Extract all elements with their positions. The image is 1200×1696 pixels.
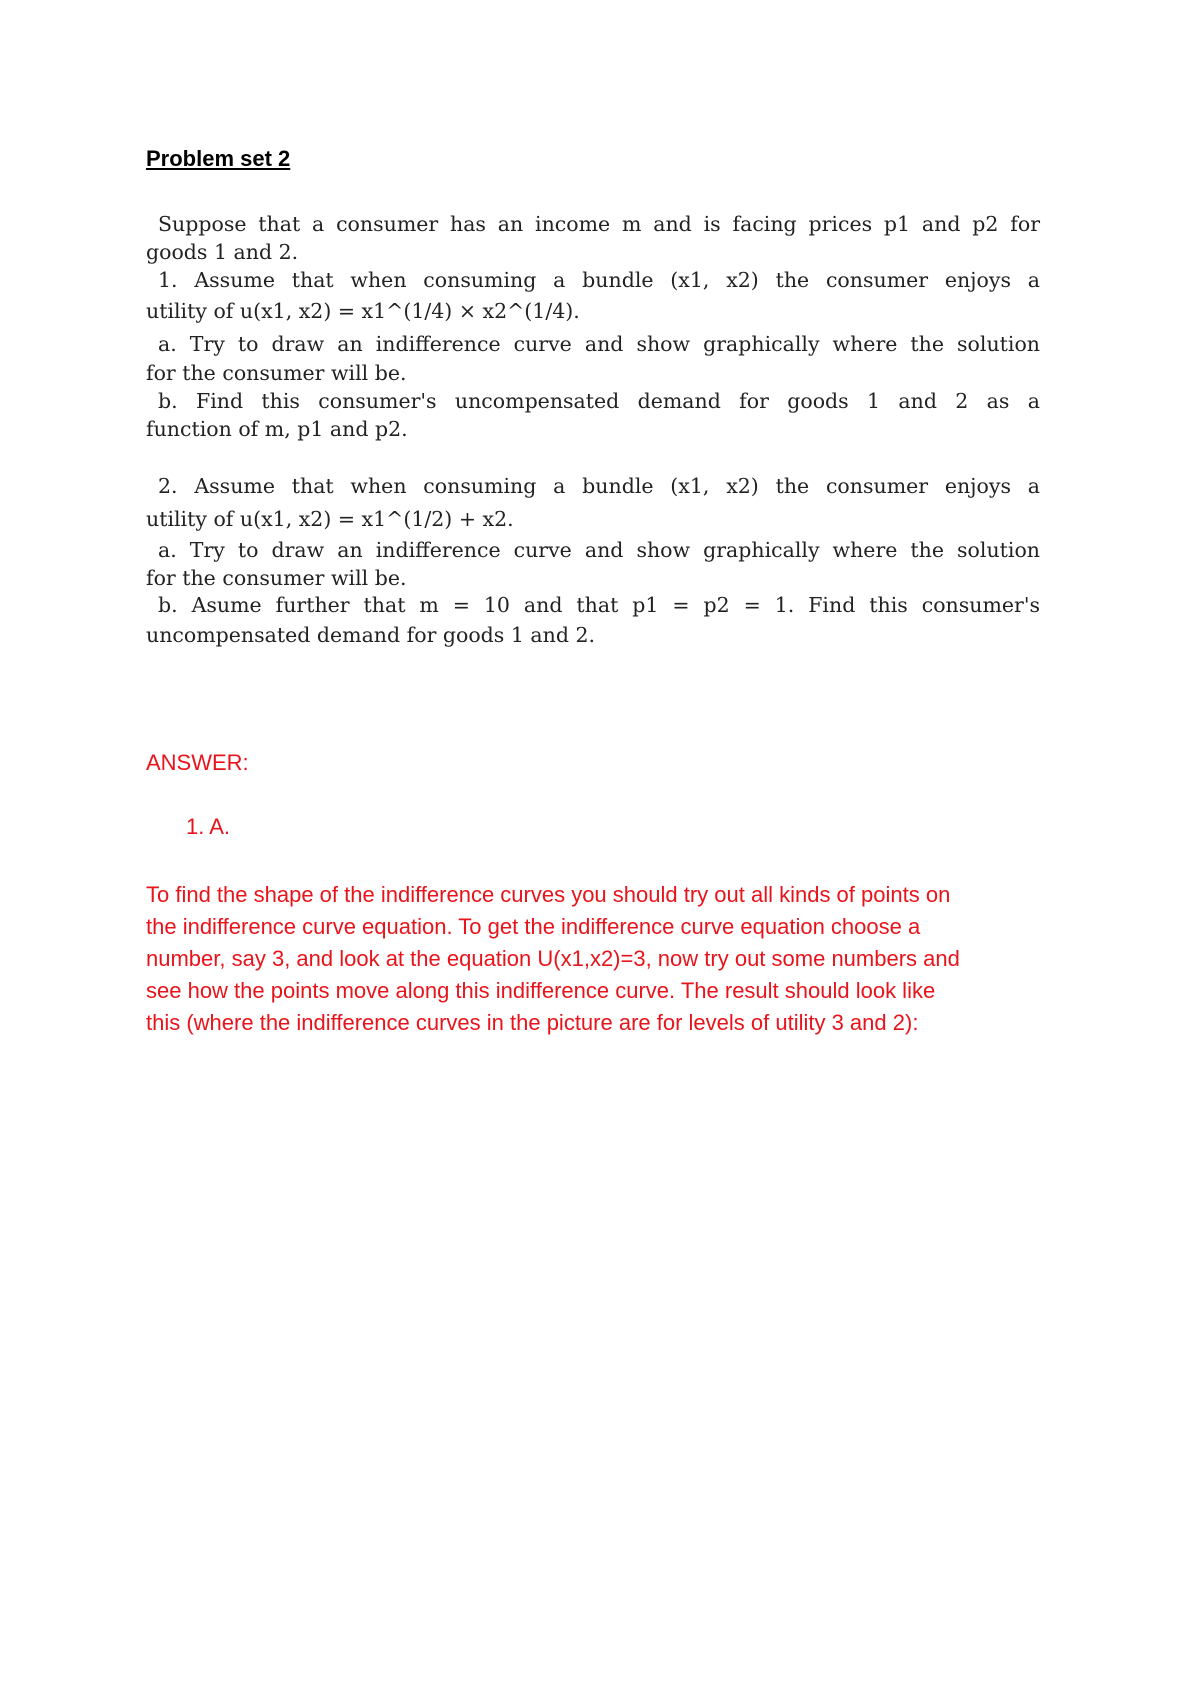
q2a-line-2: for the consumer will be. — [146, 566, 407, 590]
q1a-line-1: a. Try to draw an indifference curve and show graphically where the solution — [158, 332, 1040, 356]
answer-heading: ANSWER: — [146, 750, 249, 775]
q2a-line-1: a. Try to draw an indifference curve and show graphically where the solution — [158, 538, 1040, 562]
intro-line-2: goods 1 and 2. — [146, 240, 299, 264]
q2-line-2: utility of u(x1, x2) = x1^(1/2) + x2. — [146, 507, 514, 531]
answer-line-5: this (where the indifference curves in the picture are for levels of utility 3 and 2): — [146, 1010, 919, 1035]
answer-line-2: the indifference curve equation. To get the indifference curve equation choose a — [146, 914, 921, 939]
answer-line-4: see how the points move along this indifference curve. The result should look like — [146, 978, 936, 1003]
intro-line-1: Suppose that a consumer has an income m and is facing prices p1 and p2 for — [158, 212, 1040, 236]
q2-line-1: 2. Assume that when consuming a bundle (x1, x2) the consumer enjoys a — [158, 474, 1040, 498]
q1-line-2: utility of u(x1, x2) = x1^(1/4) × x2^(1/4). — [146, 299, 580, 323]
q1b-line-2: function of m, p1 and p2. — [146, 417, 408, 441]
q1b-line-1: b. Find this consumer's uncompensated demand for goods 1 and 2 as a — [158, 389, 1040, 413]
q1a-line-2: for the consumer will be. — [146, 361, 407, 385]
answer-subheading: 1. A. — [186, 814, 231, 839]
q2b-line-2: uncompensated demand for goods 1 and 2. — [146, 623, 596, 647]
page-title: Problem set 2 — [146, 146, 291, 171]
answer-line-3: number, say 3, and look at the equation U(x1,x2)=3, now try out some numbers and — [146, 946, 960, 971]
answer-line-1: To find the shape of the indifference curves you should try out all kinds of points on — [146, 882, 951, 907]
q2b-line-1: b. Asume further that m = 10 and that p1 = p2 = 1. Find this consumer's — [158, 593, 1040, 617]
q1-line-1: 1. Assume that when consuming a bundle (x1, x2) the consumer enjoys a — [158, 268, 1040, 292]
